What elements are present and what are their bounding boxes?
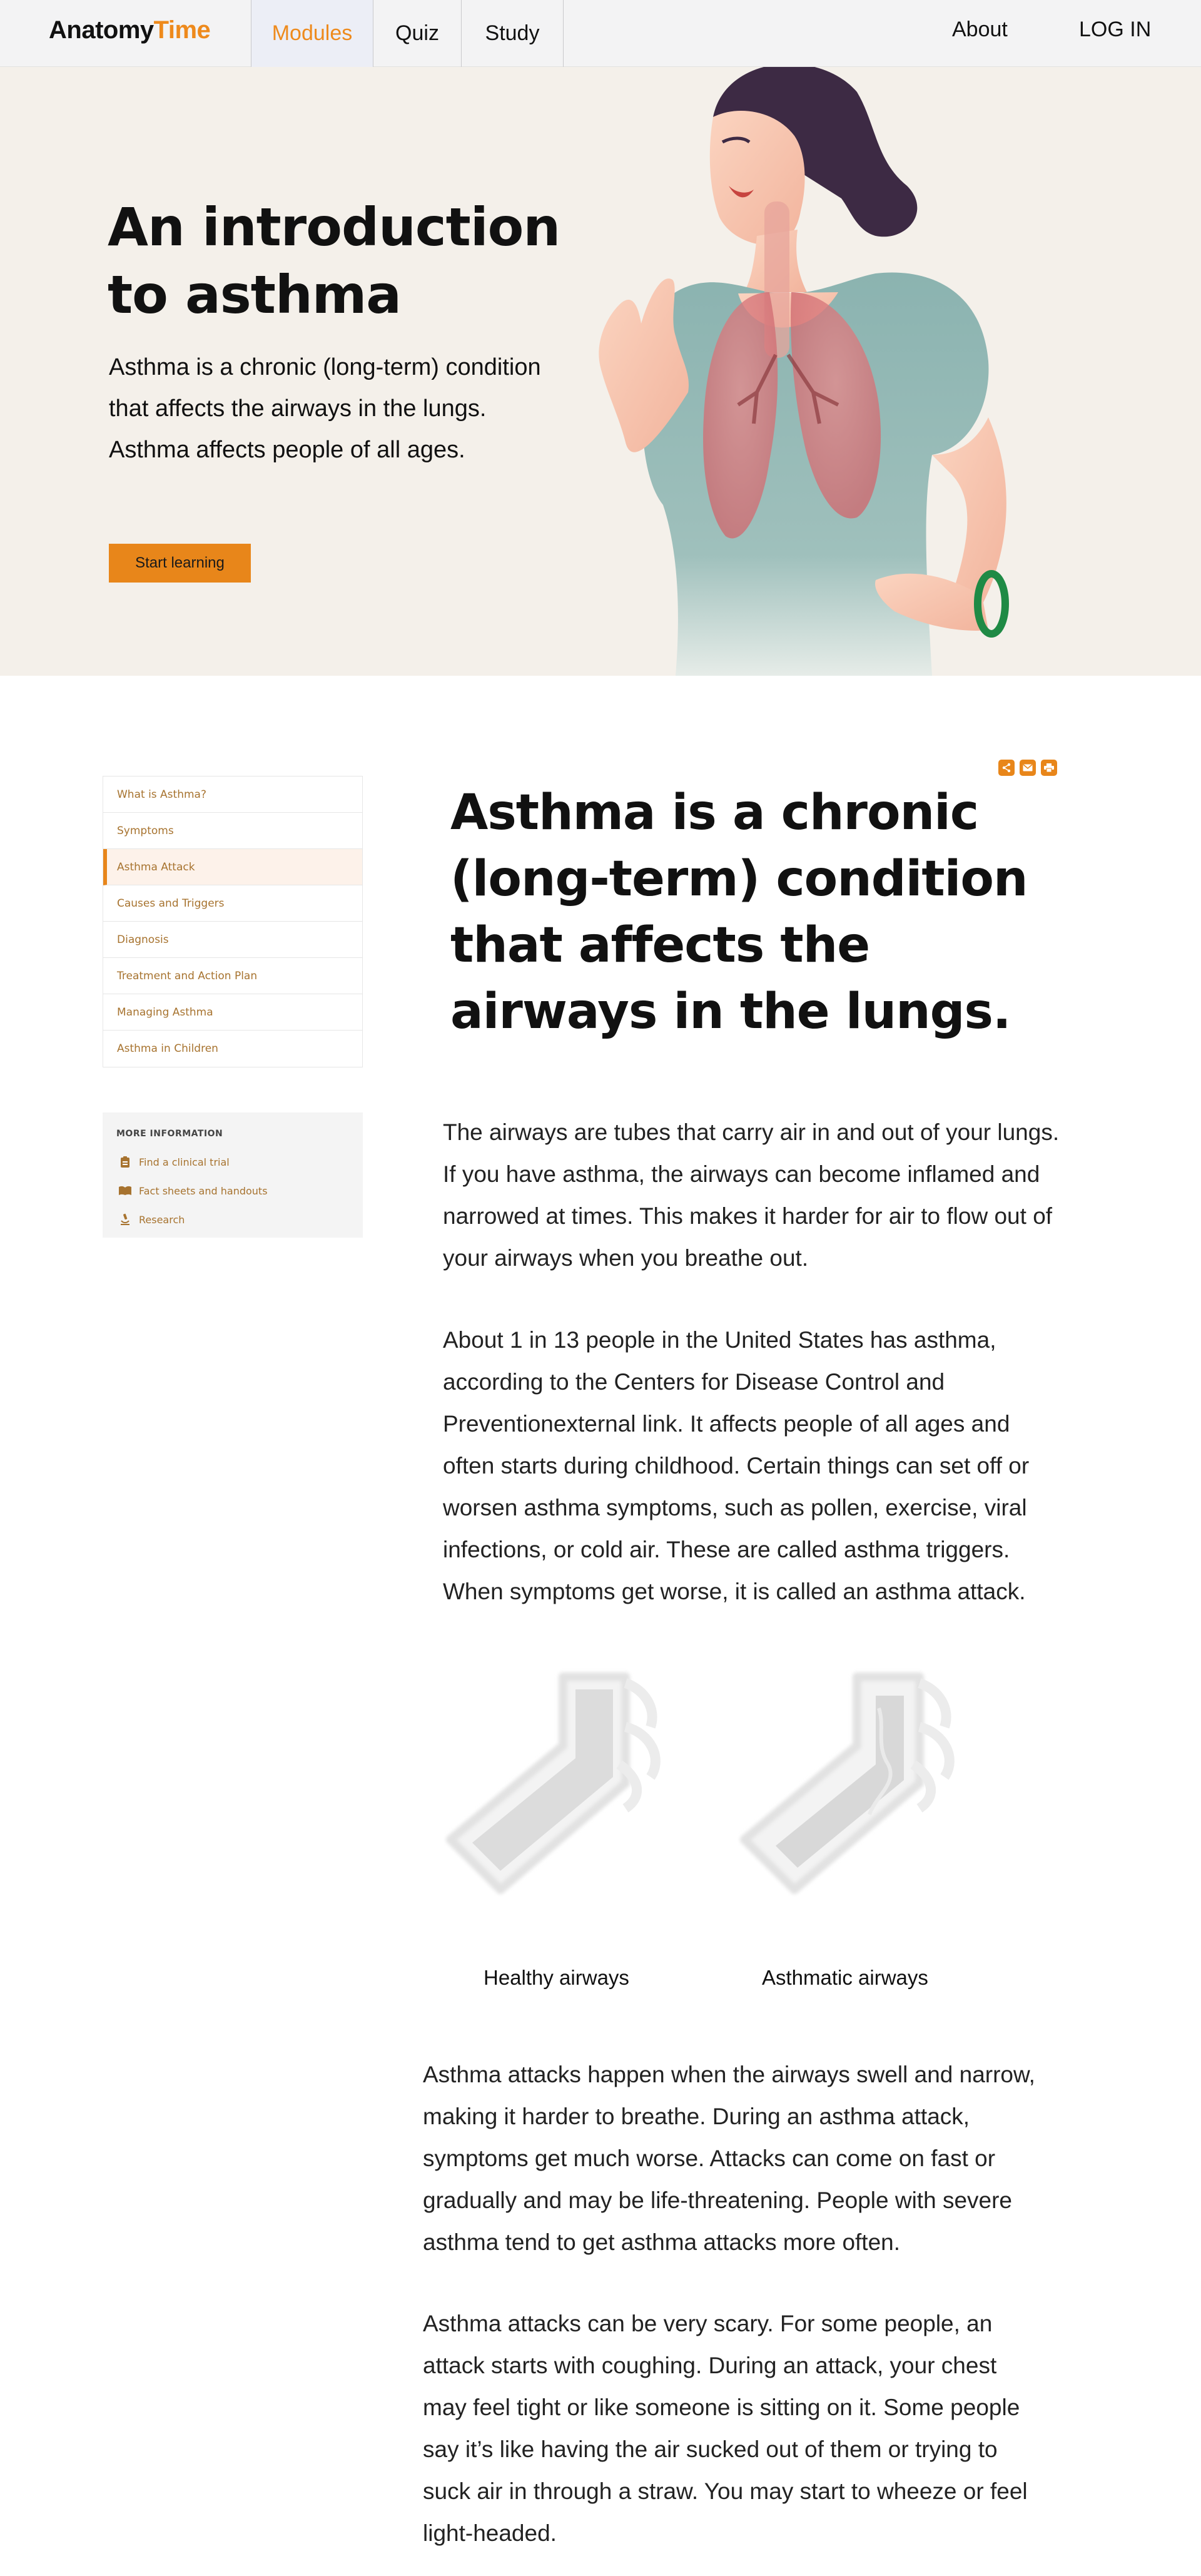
tab-quiz[interactable]: Quiz — [373, 0, 462, 67]
sidebar-item-what-is-asthma[interactable]: What is Asthma? — [103, 776, 362, 813]
about-link[interactable]: About — [952, 18, 1008, 41]
module-sidebar — [103, 776, 363, 1067]
tab-modules[interactable]: Modules — [251, 0, 373, 67]
clinical-trial-label: Find a clinical trial — [139, 1156, 230, 1168]
sidebar-item-causes-triggers[interactable]: Causes and Triggers — [103, 885, 362, 922]
share-icon[interactable] — [998, 760, 1015, 776]
article-paragraph-4: Asthma attacks can be very scary. For some people, an attack starts with coughing. During an attack, your chest may feel tight or like someone is sitting on it. Some people say it’s like having the air sucked out of them or trying to suck air in through a straw. You may start to wheeze or feel light-headed. — [423, 2311, 1028, 2546]
sidebar-item-symptoms[interactable]: Symptoms — [103, 813, 362, 849]
article-paragraph-2: About 1 in 13 people in the United States has asthma, according to the Centers for Disease Control and Preventionexternal link. It affects people of all ages and often starts during childhood. Certain things can set off or worsen asthma symptoms, such as pollen, exercise, viral infections, or cold air. These are called asthma triggers. When symptoms get worse, it is called an asthma attack. — [443, 1327, 1030, 1604]
caption-asthmatic-airways: Asthmatic airways — [762, 1966, 928, 1989]
top-navbar — [0, 0, 1201, 67]
more-information-heading: MORE INFORMATION — [116, 1129, 223, 1139]
article-paragraph-1: The airways are tubes that carry air in and out of your lungs. If you have asthma, the airways can become inflamed and narrowed at times. This makes it harder for air to flow out of your airways when you breathe out. — [443, 1119, 1060, 1271]
caption-healthy-airways: Healthy airways — [484, 1966, 629, 1989]
book-icon — [116, 1183, 134, 1198]
research-label: Research — [139, 1213, 185, 1226]
logo-anatomy: Anatomy — [49, 16, 154, 44]
sidebar-item-diagnosis[interactable]: Diagnosis — [103, 922, 362, 958]
hero-section — [0, 67, 1201, 676]
sidebar-item-treatment[interactable]: Treatment and Action Plan — [103, 958, 362, 994]
article-title: Asthma is a chronic (long-term) condition that affects the airways in the lungs. — [450, 785, 1028, 1040]
more-information-box — [103, 1112, 363, 1238]
login-link[interactable]: LOG IN — [1079, 18, 1152, 41]
research-link[interactable] — [116, 1205, 349, 1234]
article-paragraph-3: Asthma attacks happen when the airways swell and narrow, making it harder to breathe. During an asthma attack, symptoms get much worse. Attacks can come on fast or gradually and may be life-threatening. People with severe asthma tend to get asthma attacks more often. — [423, 2062, 1035, 2255]
microscope-icon — [116, 1212, 134, 1227]
airways-comparison-illustration — [438, 1652, 1001, 2002]
sidebar-item-managing[interactable]: Managing Asthma — [103, 994, 362, 1031]
site-logo[interactable] — [49, 16, 210, 44]
hero-title: An introduction to asthma — [108, 196, 560, 325]
share-toolbar — [998, 760, 1057, 776]
tab-study[interactable]: Study — [462, 0, 564, 67]
logo-time: Time — [153, 16, 211, 44]
sidebar-item-children[interactable]: Asthma in Children — [117, 1042, 218, 1055]
clinical-trial-link[interactable] — [116, 1148, 349, 1176]
email-icon[interactable] — [1020, 760, 1036, 776]
asthmatic-airway-graphic — [744, 1677, 950, 1890]
fact-sheets-link[interactable] — [116, 1176, 349, 1205]
fact-sheets-label: Fact sheets and handouts — [139, 1184, 268, 1197]
print-icon[interactable] — [1041, 760, 1057, 776]
sidebar-item-asthma-attack[interactable]: Asthma Attack — [103, 849, 362, 885]
healthy-airway-graphic — [450, 1677, 656, 1890]
clipboard-icon — [116, 1154, 134, 1169]
start-learning-button[interactable]: Start learning — [109, 544, 251, 583]
woman-lungs-illustration — [582, 67, 1201, 676]
hero-description: Asthma is a chronic (long-term) condition that affects the airways in the lungs. Asthma affects people of all ages. — [109, 354, 541, 463]
